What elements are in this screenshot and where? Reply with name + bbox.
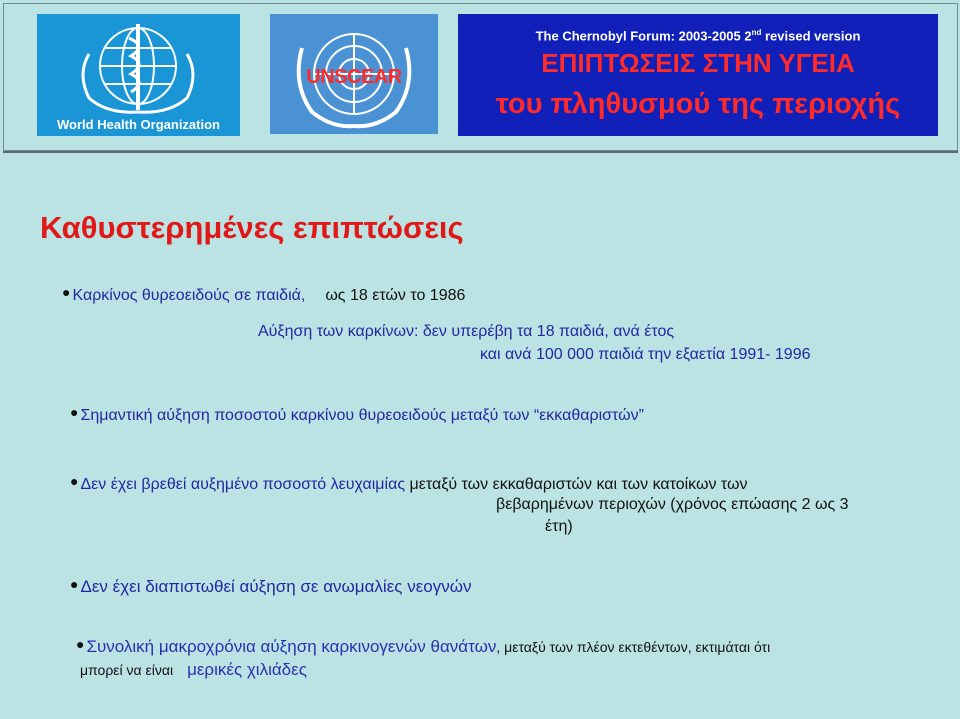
bullet-cancer-deaths xyxy=(76,636,770,657)
bullet-dot-icon: ● xyxy=(70,473,79,489)
who-label: World Health Organization xyxy=(57,117,220,132)
who-logo xyxy=(37,14,240,136)
cancer-deaths-line2 xyxy=(80,660,307,680)
slide-title: Καθυστερημένες επιπτώσεις xyxy=(40,210,464,245)
bullet-text-emphasis: μερικές χιλιάδες xyxy=(187,660,307,679)
bullet-text: Καρκίνος θυρεοειδούς σε παιδιά, xyxy=(72,287,306,304)
forum-subtitle-sup: nd xyxy=(751,28,762,37)
sub-cancer-increase: Αύξηση των καρκίνων: δεν υπερέβη τα 18 παιδιά, ανά έτος xyxy=(258,323,675,340)
bullet-dot-icon: ● xyxy=(76,636,85,652)
unscear-label: UNSCEAR xyxy=(306,66,402,88)
bullet-text-age: ως 18 ετών το 1986 xyxy=(325,287,466,304)
leukemia-line3: έτη) xyxy=(545,518,573,535)
sub-per-100000: και ανά 100 000 παιδιά την εξαετία 1991- 1996 xyxy=(480,346,811,363)
forum-title-line2: του πληθυσμού της περιοχής xyxy=(495,88,901,120)
leukemia-line2: βεβαρημένων περιοχών (χρόνος επώασης 2 ως 3 xyxy=(496,496,849,513)
forum-panel xyxy=(458,14,938,136)
forum-subtitle-text: The Chernobyl Forum: 2003-2005 2 xyxy=(535,28,752,44)
bullet-text-continued: μεταξύ των εκκαθαριστών και των κατοίκων των xyxy=(409,476,748,493)
bullet-leukemia xyxy=(70,473,748,494)
forum-subtitle xyxy=(458,28,938,43)
bullet-dot-icon: ● xyxy=(70,576,79,592)
bullet-text: Δεν έχει διαπιστωθεί αύξηση σε ανωμαλίες νεογνών xyxy=(80,577,472,596)
bullet-text: Δεν έχει βρεθεί αυξημένο ποσοστό λευχαιμίας xyxy=(80,476,406,493)
bullet-text: Σημαντική αύξηση ποσοστού καρκίνου θυρεοειδούς μεταξύ των “εκκαθαριστών” xyxy=(80,407,644,424)
bullet-text-continued: , μεταξύ των πλέον εκτεθέντων, εκτιμάται ότι xyxy=(496,639,771,655)
bullet-text-prefix: μπορεί να είναι xyxy=(80,662,174,678)
bullet-newborn-anomalies xyxy=(70,576,472,597)
forum-subtitle-suffix: revised version xyxy=(761,28,861,44)
bullet-dot-icon: ● xyxy=(62,284,71,300)
bullet-text: Συνολική μακροχρόνια αύξηση καρκινογενών θανάτων xyxy=(86,637,497,656)
bullet-liquidators-thyroid xyxy=(70,404,644,425)
un-logo xyxy=(270,14,438,134)
bullet-thyroid-children xyxy=(62,284,465,305)
bullet-dot-icon: ● xyxy=(70,404,79,420)
forum-title-line1: ΕΠΙΠΤΩΣΕΙΣ ΣΤΗΝ ΥΓΕΙΑ xyxy=(541,48,855,78)
